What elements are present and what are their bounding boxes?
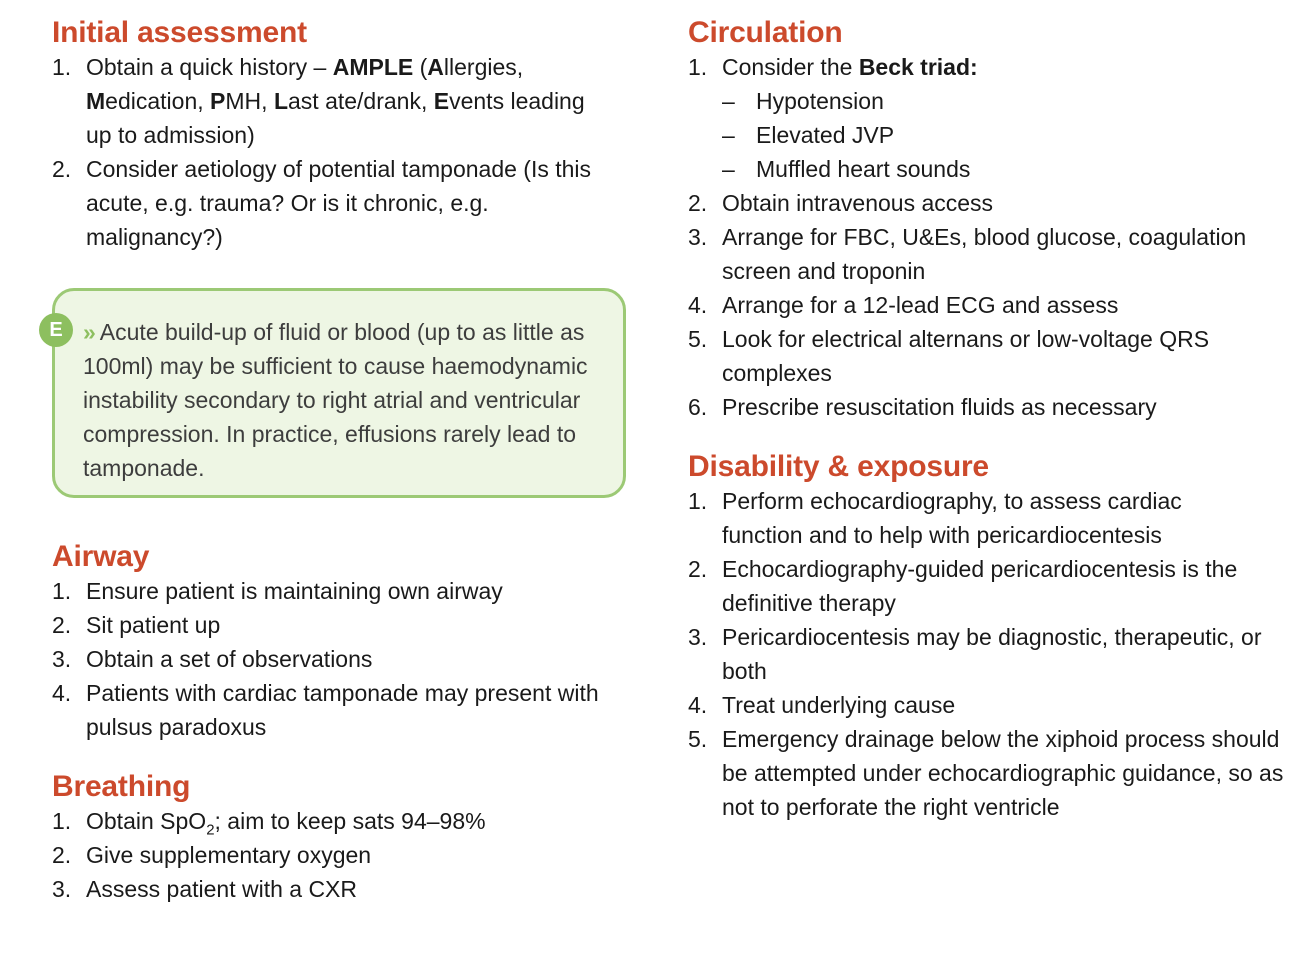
item-text: Obtain a set of observations xyxy=(86,646,373,672)
item-number: 4. xyxy=(52,680,72,706)
item-text: Assess patient with a CXR xyxy=(86,876,358,902)
list-item xyxy=(688,722,1297,824)
item-text: Patients with cardiac tamponade may present with pulsus paradoxus xyxy=(86,680,599,740)
item-text: ; aim to keep sats 94–98% xyxy=(214,808,486,834)
list-item xyxy=(688,620,1297,688)
item-text: vents leading up to admission) xyxy=(86,88,585,148)
item-text: edication, xyxy=(105,88,211,114)
list-item xyxy=(722,152,1288,186)
airway-section xyxy=(52,540,642,744)
item-text: Prescribe resuscitation fluids as necessary xyxy=(722,394,1157,420)
subscript: 2 xyxy=(206,821,215,839)
list-item xyxy=(52,574,642,608)
item-number: 1. xyxy=(52,578,72,604)
dash-mark: – xyxy=(722,156,735,182)
item-number: 4. xyxy=(688,692,708,718)
mnemonic-letter: E xyxy=(433,88,450,114)
breathing-heading: Breathing xyxy=(52,770,191,803)
item-number: 1. xyxy=(52,808,72,834)
item-text: Obtain SpO xyxy=(86,808,207,834)
item-text: Arrange for FBC, U&Es, blood glucose, coagulation screen and troponin xyxy=(722,224,1247,284)
list-item xyxy=(688,50,1288,186)
item-text: Consider the xyxy=(722,54,859,80)
list-item xyxy=(52,804,642,838)
item-number: 4. xyxy=(688,292,708,318)
list-item xyxy=(722,84,1288,118)
mnemonic-letter: A xyxy=(427,54,444,80)
item-text: Obtain intravenous access xyxy=(722,190,994,216)
item-number: 3. xyxy=(688,224,708,250)
airway-list xyxy=(52,574,642,744)
item-text: Give supplementary oxygen xyxy=(86,842,372,868)
item-text: Obtain a quick history – xyxy=(86,54,333,80)
list-item xyxy=(52,152,606,254)
note-text-block xyxy=(83,315,613,485)
beck-triad-list xyxy=(722,84,1288,186)
item-number: 1. xyxy=(688,488,708,514)
list-item xyxy=(688,220,1297,288)
note-text: Acute build-up of fluid or blood (up to as little as 100ml) may be sufficient to cause haemodynamic instability secondary to right atrial and ventricular compression. In practice, effusions rarely lead to tamponade. xyxy=(83,319,588,481)
list-item xyxy=(52,608,642,642)
item-text: Sit patient up xyxy=(86,612,221,638)
item-text: ( xyxy=(413,54,428,80)
item-text: MH, xyxy=(225,88,274,114)
note-badge: E xyxy=(39,313,73,347)
beck-triad-label: Beck triad: xyxy=(858,54,978,80)
item-number: 2. xyxy=(688,556,708,582)
item-number: 3. xyxy=(52,876,72,902)
item-text: llergies, xyxy=(443,54,524,80)
item-text: Muffled heart sounds xyxy=(756,156,971,182)
circulation-heading: Circulation xyxy=(688,16,843,49)
item-text: Consider aetiology of potential tamponade (Is this acute, e.g. trauma? Or is it chronic, e.g. malignancy?) xyxy=(86,156,592,250)
item-number: 2. xyxy=(688,190,708,216)
item-text: Perform echocardiography, to assess cardiac function and to help with pericardiocentesis xyxy=(722,488,1182,548)
breathing-section xyxy=(52,770,642,906)
item-text: Emergency drainage below the xiphoid process should be attempted under echocardiographic guidance, so as not to perforate the right ventricle xyxy=(722,726,1284,820)
list-item xyxy=(722,118,1288,152)
item-text: ast ate/drank, xyxy=(288,88,434,114)
item-number: 5. xyxy=(688,726,708,752)
item-number: 3. xyxy=(52,646,72,672)
disability-exposure-list xyxy=(688,484,1288,824)
item-text: Treat underlying cause xyxy=(722,692,956,718)
airway-heading: Airway xyxy=(52,540,150,573)
item-text: Ensure patient is maintaining own airway xyxy=(86,578,503,604)
list-item xyxy=(688,484,1232,552)
item-text: Echocardiography-guided pericardiocentesis is the definitive therapy xyxy=(722,556,1238,616)
item-number: 1. xyxy=(688,54,708,80)
circulation-section xyxy=(688,16,1288,424)
initial-assessment-section xyxy=(52,16,642,254)
circulation-list xyxy=(688,50,1288,424)
list-item xyxy=(52,872,642,906)
item-number: 2. xyxy=(52,156,72,182)
list-item xyxy=(688,688,1288,722)
item-number: 5. xyxy=(688,326,708,352)
double-chevron-icon: » xyxy=(83,319,92,345)
mnemonic-letter: L xyxy=(273,88,288,114)
list-item xyxy=(52,676,636,744)
initial-assessment-heading: Initial assessment xyxy=(52,16,307,49)
educational-note-box xyxy=(49,288,626,498)
item-text: Pericardiocentesis may be diagnostic, therapeutic, or both xyxy=(722,624,1262,684)
item-text: Look for electrical alternans or low-voltage QRS complexes xyxy=(722,326,1210,386)
list-item xyxy=(52,642,642,676)
list-item xyxy=(688,390,1288,424)
item-number: 2. xyxy=(52,612,72,638)
breathing-list xyxy=(52,804,642,906)
item-text: Arrange for a 12-lead ECG and assess xyxy=(722,292,1119,318)
mnemonic-letter: M xyxy=(86,88,106,114)
item-text: Elevated JVP xyxy=(756,122,895,148)
item-number: 3. xyxy=(688,624,708,650)
item-number: 6. xyxy=(688,394,708,420)
item-number: 1. xyxy=(52,54,72,80)
list-item xyxy=(688,552,1312,620)
list-item xyxy=(688,288,1288,322)
disability-exposure-heading: Disability & exposure xyxy=(688,450,989,483)
mnemonic-letter: P xyxy=(210,88,226,114)
list-item xyxy=(688,186,1288,220)
disability-exposure-section xyxy=(688,450,1288,824)
dash-mark: – xyxy=(722,122,735,148)
initial-assessment-list xyxy=(52,50,642,254)
list-item xyxy=(52,50,606,152)
list-item xyxy=(52,838,642,872)
item-text: Hypotension xyxy=(756,88,884,114)
item-number: 2. xyxy=(52,842,72,868)
ample-mnemonic: AMPLE xyxy=(332,54,414,80)
list-item xyxy=(688,322,1267,390)
dash-mark: – xyxy=(722,88,735,114)
